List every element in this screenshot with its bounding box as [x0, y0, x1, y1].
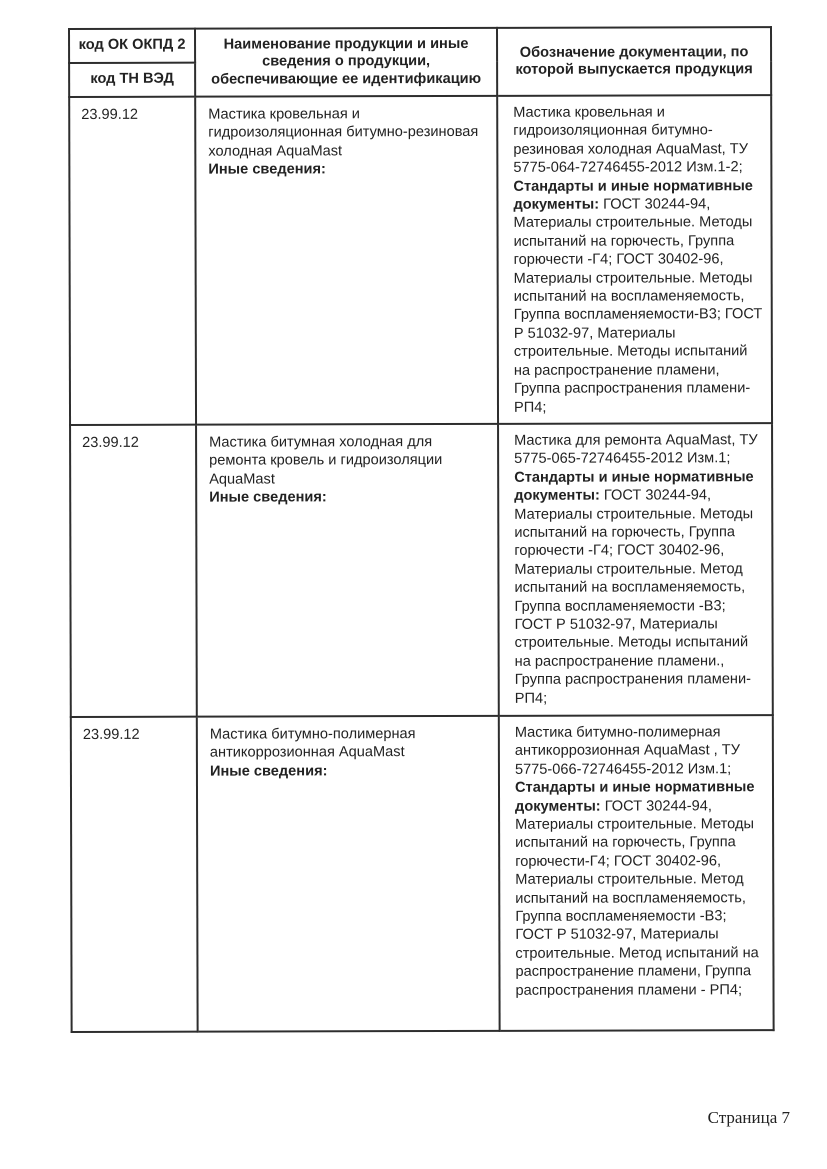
cell-product-name	[195, 96, 498, 425]
table-row	[70, 423, 773, 717]
cell-documentation	[499, 715, 774, 1031]
standards-value: ГОСТ 30244-94, Материалы строительные. Методы испытаний на горючесть, Группа горючести-Г4; ГОСТ 30402-96, Материалы строительные. Метод испытаний на воспламеняемость, Группа воспламеняемости -В3; ГОСТ Р 51032-97, Материалы строительные. Метод испытаний на распространение пламени, Группа распространения пламени - РП4;	[515, 797, 759, 999]
cell-product-name	[196, 424, 499, 717]
standards-label: Стандарты и иные нормативные документы:	[514, 779, 755, 815]
doc-designation-value: Мастика битумно-полимерная антикоррозионная AquaMast , ТУ 5775-066-72746455-2012 Изм.1;	[514, 724, 740, 778]
doc-designation-text	[515, 723, 764, 779]
other-info-label: Иные сведения:	[208, 161, 326, 178]
cell-product-name	[197, 716, 500, 1032]
cell-documentation	[497, 95, 772, 424]
standards-value: ГОСТ 30244-94, Материалы строительные. Методы испытаний на горючесть, Группа горючести -Г4; ГОСТ 30402-96, Материалы строительные. Методы испытаний на воспламеняемость, Группа воспламеняемости-В3; ГОСТ Р 51032-97, Материалы строительные. Методы испытаний на распространение пламени, Группа распространения пламени-РП4;	[513, 196, 763, 416]
other-info-label: Иные сведения:	[209, 763, 328, 780]
doc-standards-text	[513, 177, 763, 417]
table-row	[71, 715, 774, 1032]
doc-designation-value: Мастика кровельная и гидроизоляционная битумно-резиновая холодная AquaMast, ТУ 5775-064-72746455-2012 Изм.1-2;	[513, 104, 748, 177]
standards-label: Стандарты и иные нормативные документы:	[513, 177, 753, 213]
product-name-text: Мастика битумная холодная для ремонта кровель и гидроизоляции AquaMast	[209, 433, 443, 488]
header-documentation: Обозначение документации, по которой выпускается продукция	[497, 27, 771, 96]
doc-standards-text	[514, 468, 764, 708]
product-name-text: Мастика кровельная и гидроизоляционная битумно-резиновая холодная AquaMast	[208, 106, 479, 160]
standards-label: Стандарты и иные нормативные документы:	[514, 468, 754, 504]
doc-standards-text	[515, 778, 765, 1000]
doc-designation-text	[514, 431, 763, 468]
standards-value: ГОСТ 30244-94, Материалы строительные. Методы испытаний на горючесть, Группа горючести -Г4; ГОСТ 30402-96, Материалы строительные. Метод испытаний на воспламеняемость, Группа воспламеняемости -В3; ГОСТ Р 51032-97, Материалы строительные. Методы испытаний на распространение пламени., Группа распространения пламени-РП4;	[514, 487, 754, 707]
header-product-name: Наименование продукции и иные сведения о продукции, обеспечивающие ее идентификацию	[195, 28, 497, 97]
table-header	[69, 27, 771, 97]
cell-product-code: 23.99.12	[71, 717, 198, 1032]
product-name-text: Мастика битумно-полимерная антикоррозионная AquaMast	[209, 725, 416, 761]
header-code-tnved: код ТН ВЭД	[69, 63, 195, 97]
other-info-label: Иные сведения:	[209, 489, 327, 506]
cell-product-code: 23.99.12	[69, 97, 196, 425]
header-code-okpd2: код ОК ОКПД 2	[69, 29, 195, 63]
cell-documentation	[498, 423, 773, 716]
table-row	[69, 95, 772, 425]
cell-product-code: 23.99.12	[70, 425, 197, 717]
page-number: Страница 7	[707, 1108, 790, 1127]
product-table	[68, 26, 775, 1033]
doc-designation-text	[513, 103, 762, 177]
doc-designation-value: Мастика для ремонта AquaMast, ТУ 5775-065-72746455-2012 Изм.1;	[514, 432, 758, 468]
